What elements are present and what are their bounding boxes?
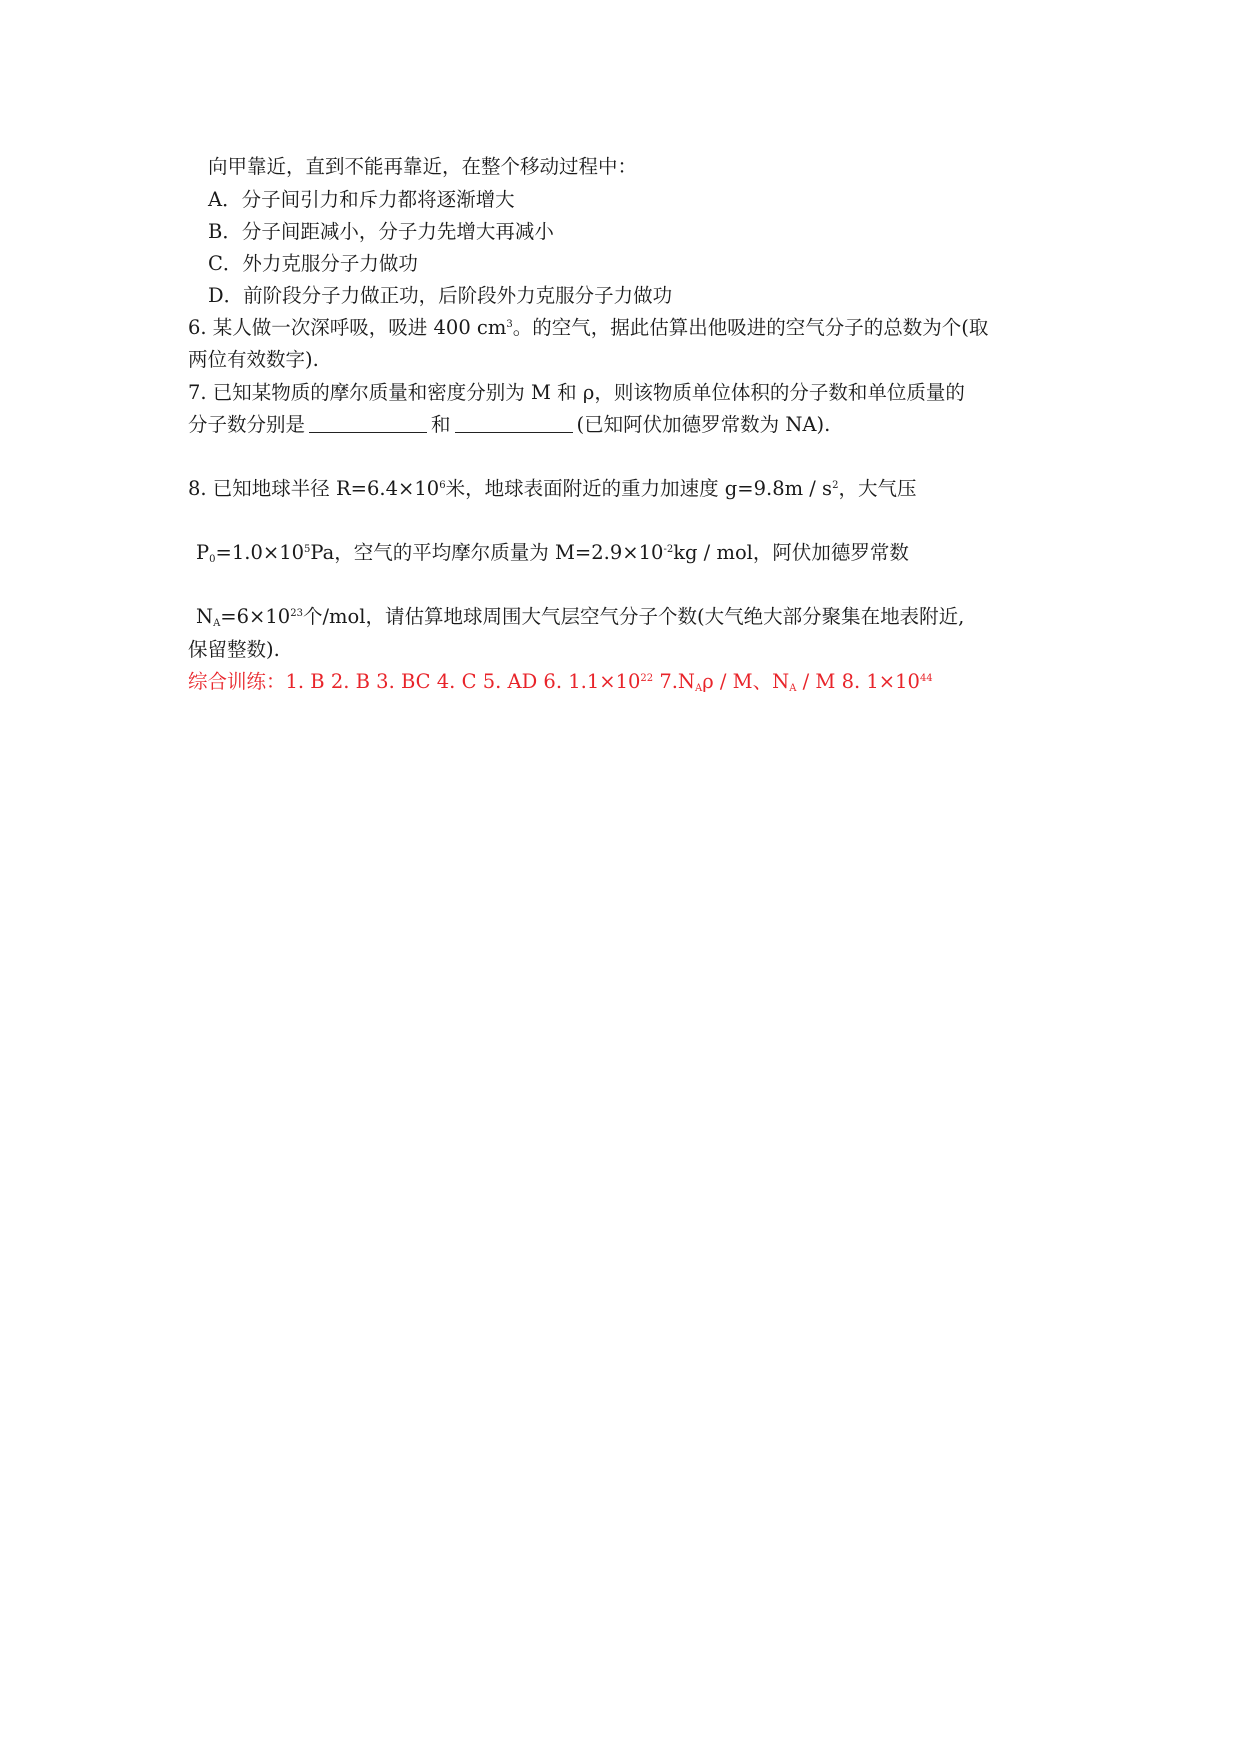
answer-blank-1[interactable] <box>309 414 427 433</box>
option-d: D．前阶段分子力做正功，后阶段外力克服分子力做功 <box>208 284 673 307</box>
question-8-line-1: 8. 已知地球半径 $R=6.4\times 10^6$米，地球表面附近的重力加速度 $g=9.8m / s^2$，大气压 <box>188 477 917 500</box>
answer-key: 综合训练：1. B 2. B 3. BC 4. C 5. AD 6. $1.1\times 10^{22}$ $7.N_A\rho$ / M、$N_A$ / M 8. $1\times 10^{44}$ <box>188 670 933 694</box>
question-intro: 向甲靠近，直到不能再靠近，在整个移动过程中： <box>208 155 638 178</box>
option-b: B．分子间距减小，分子力先增大再减小 <box>208 220 554 243</box>
option-c: C．外力克服分子力做功 <box>208 252 418 275</box>
question-6-line-2: 两位有效数字). <box>188 348 319 371</box>
question-8-line-3: $N_A=6\times 10^{23}$个/mol，请估算地球周围大气层空气分子个数(大气绝大部分聚集在地表附近, <box>196 605 965 629</box>
question-7-line-1: 7. 已知某物质的摩尔质量和密度分别为 M 和 ρ，则该物质单位体积的分子数和单位质量的 <box>188 381 965 404</box>
question-8-line-2: $P_0=1.0\times 10^5Pa$，空气的平均摩尔质量为 $M=2.9\times 10^{-2}kg$ / mol，阿伏加德罗常数 <box>196 541 909 565</box>
question-6-line-1: 6. 某人做一次深呼吸，吸进 400 $cm^3$。的空气，据此估算出他吸进的空气分子的总数为个(取 <box>188 316 989 339</box>
option-a: A．分子间引力和斥力都将逐渐增大 <box>208 188 515 211</box>
question-7-line-2: 分子数分别是 和 (已知阿伏加德罗常数为 NA). <box>188 413 831 436</box>
answer-blank-2[interactable] <box>455 414 573 433</box>
question-8-line-4: 保留整数). <box>188 638 280 661</box>
